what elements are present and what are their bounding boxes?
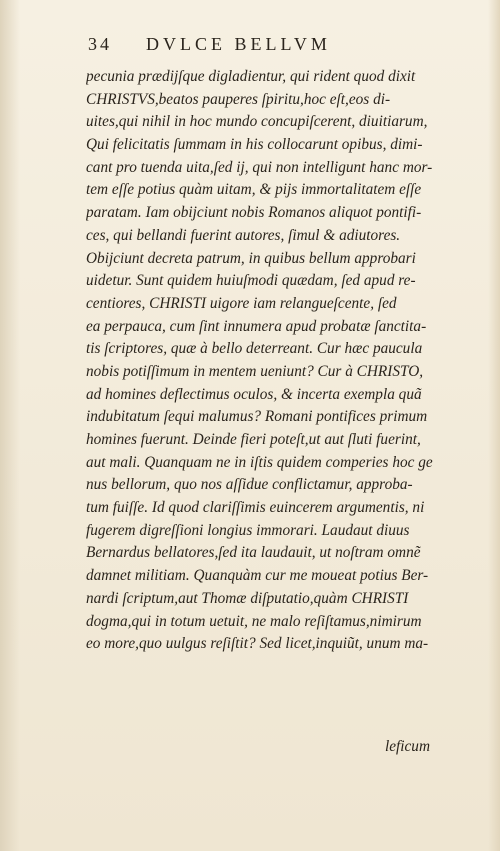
text-line: dogma,qui in totum uetuit, ne malo reſiſtamus,nimirum bbox=[86, 612, 422, 630]
body-text bbox=[86, 66, 484, 656]
text-line: ad homines deflectimus oculos, & incerta exempla quã bbox=[86, 385, 422, 403]
catchword-text: leficum bbox=[384, 738, 430, 755]
text-line: indubitatum ſequi malumus? Romani pontifices primum bbox=[86, 408, 428, 426]
text-line: Bernardus bellatores,ſed ita laudauit, ut noſtram omnẽ bbox=[86, 544, 421, 562]
text-line: tis ſcriptores, quæ à bello deterreant. Cur hæc paucula bbox=[86, 340, 423, 358]
page-edge-shadow bbox=[488, 0, 500, 851]
text-line: tum fuiſſe. Id quod clariſſimis euincerem argumentis, ni bbox=[86, 499, 425, 517]
text-line: tem eſſe potius quàm uitam, & pijs immortalitatem eſſe bbox=[86, 181, 422, 199]
page-number: 34 bbox=[88, 34, 112, 54]
text-line: nardi ſcriptum,aut Thomæ diſputatio,quàm CHRISTI bbox=[86, 589, 409, 607]
text-line: aut mali. Quanquam ne in iſtis quidem comperies hoc ge bbox=[86, 453, 433, 471]
catchword bbox=[86, 738, 484, 756]
text-line: fugerem digreſſioni longius immorari. Laudaut diuus bbox=[86, 521, 410, 539]
page-header bbox=[88, 34, 448, 55]
text-line: ea perpauca, cum ſint innumera apud probatæ ſanctita- bbox=[86, 317, 427, 335]
text-line: CHRISTVS,beatos pauperes ſpiritu,hoc eſt,eos di- bbox=[86, 90, 391, 108]
text-line: centiores, CHRISTI uigore iam relangueſcente, ſed bbox=[86, 294, 397, 312]
text-line: paratam. Iam obijciunt nobis Romanos aliquot pontifi- bbox=[86, 204, 422, 222]
text-line: damnet militiam. Quanquàm cur me moueat potius Ber- bbox=[86, 567, 429, 585]
text-line: uites,qui nihil in hoc mundo concupiſcerent, diuitiarum, bbox=[86, 113, 428, 131]
text-line: ces, qui bellandi fuerint autores, ſimul & adiutores. bbox=[86, 226, 401, 244]
text-line: Obijciunt decreta patrum, in quibus bellum approbari bbox=[86, 249, 416, 267]
text-line: nobis potiſſimum in mentem ueniunt? Cur à CHRISTO, bbox=[86, 362, 424, 380]
running-title: DVLCE BELLVM bbox=[146, 34, 331, 54]
text-line: eo more,quo uulgus reſiſtit? Sed licet,inquiũt, unum ma- bbox=[86, 635, 429, 653]
page-gutter-shadow bbox=[0, 0, 20, 851]
text-line: Qui felicitatis ſummam in his collocarunt opibus, dimi- bbox=[86, 136, 423, 154]
text-line: nus bellorum, quo nos aſſidue conflictamur, approba- bbox=[86, 476, 413, 494]
text-line: cant pro tuenda uita,ſed ij, qui non intelligunt hanc mor- bbox=[86, 158, 433, 176]
text-line: pecunia prædijſque digladientur, qui rident quod dixit bbox=[86, 68, 416, 85]
text-line: uidetur. Sunt quidem huiuſmodi quædam, ſed apud re- bbox=[86, 272, 416, 290]
text-line: homines fuerunt. Deinde fieri poteſt,ut aut ſluti fuerint, bbox=[86, 431, 421, 448]
